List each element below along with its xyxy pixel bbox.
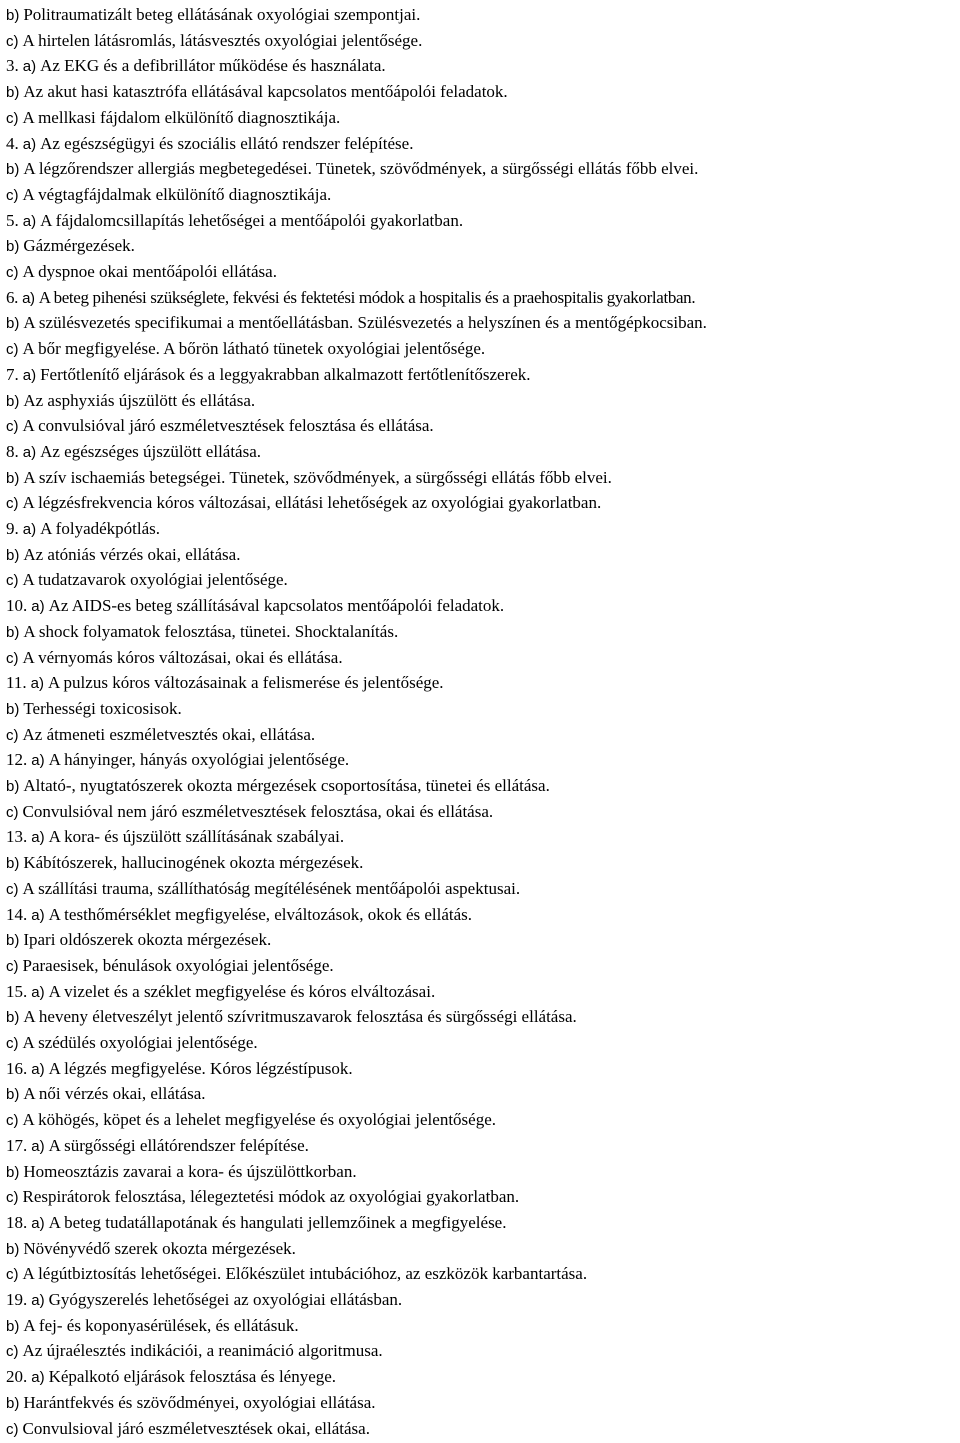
item-letter: a) bbox=[31, 598, 45, 616]
item-letter: b) bbox=[6, 1394, 20, 1412]
list-item bbox=[6, 1236, 296, 1262]
list-item bbox=[6, 1210, 506, 1236]
list-item bbox=[6, 927, 271, 953]
list-item bbox=[6, 182, 331, 208]
list-item bbox=[6, 259, 277, 285]
list-item bbox=[6, 285, 695, 311]
item-text: Respirátorok felosztása, lélegeztetési módok az oxyológiai gyakorlatban. bbox=[22, 1187, 520, 1207]
item-letter: c) bbox=[6, 495, 19, 513]
item-letter: c) bbox=[6, 1343, 19, 1361]
list-item bbox=[6, 1261, 587, 1287]
list-item bbox=[6, 1390, 376, 1416]
item-letter: c) bbox=[6, 1112, 19, 1130]
item-letter: c) bbox=[6, 32, 19, 50]
item-text: A tudatzavarok oxyológiai jelentősége. bbox=[22, 570, 288, 590]
item-letter: b) bbox=[6, 1086, 20, 1104]
item-text: A légútbiztosítás lehetőségei. Előkészület intubációhoz, az eszközök karbantartása. bbox=[22, 1264, 588, 1284]
item-letter: b) bbox=[6, 778, 20, 795]
item-letter: b) bbox=[6, 546, 20, 564]
list-item bbox=[6, 824, 344, 850]
item-text: A szülésvezetés specifikumai a mentőellátásban. Szülésvezetés a helyszínen és a mentőgépkocsiban. bbox=[23, 313, 707, 333]
item-letter: a) bbox=[22, 135, 37, 153]
item-text: A vérnyomás kóros változásai, okai és ellátása. bbox=[22, 647, 343, 667]
item-letter: c) bbox=[6, 1420, 19, 1438]
list-item bbox=[6, 1416, 370, 1442]
list-item bbox=[6, 876, 520, 902]
item-letter: b) bbox=[6, 161, 20, 179]
item-text: Képalkotó eljárások felosztása és lényege. bbox=[48, 1367, 337, 1387]
item-text: Fertőtlenítő eljárások és a leggyakrabban alkalmazott fertőtlenítőszerek. bbox=[40, 364, 531, 384]
item-letter: a) bbox=[22, 366, 37, 384]
item-letter: b) bbox=[6, 1317, 20, 1335]
item-letter: a) bbox=[31, 983, 45, 1001]
list-item bbox=[6, 567, 288, 593]
item-number: 18. bbox=[6, 1212, 28, 1232]
item-text: Az atóniás vérzés okai, ellátása. bbox=[23, 544, 241, 564]
item-letter: b) bbox=[6, 84, 20, 102]
item-text: Gyógyszerelés lehetőségei az oxyológiai ellátásban. bbox=[48, 1290, 403, 1309]
item-letter: c) bbox=[6, 109, 19, 127]
item-letter: b) bbox=[6, 855, 20, 873]
item-letter: a) bbox=[31, 1060, 45, 1078]
item-number: 20. bbox=[6, 1367, 28, 1387]
item-number: 17. bbox=[6, 1135, 28, 1155]
item-text: Az egészséges újszülött ellátása. bbox=[40, 441, 262, 461]
list-item bbox=[6, 953, 334, 979]
item-text: A vizelet és a széklet megfigyelése és kóros elváltozásai. bbox=[48, 981, 436, 1001]
item-letter: c) bbox=[6, 186, 19, 204]
list-item bbox=[6, 362, 531, 388]
item-number: 12. bbox=[6, 750, 28, 770]
item-letter: c) bbox=[6, 264, 19, 281]
item-text: A kora- és újszülött szállításának szabályai. bbox=[48, 827, 345, 847]
item-letter: b) bbox=[6, 1009, 20, 1027]
item-letter: b) bbox=[6, 623, 20, 641]
item-text: Növényvédő szerek okozta mérgezések. bbox=[23, 1238, 296, 1258]
list-item bbox=[6, 490, 601, 516]
item-letter: a) bbox=[31, 1214, 45, 1232]
item-text: Paraesisek, bénulások oxyológiai jelentősége. bbox=[22, 955, 334, 975]
item-number: 4. bbox=[6, 133, 19, 153]
list-item bbox=[6, 979, 435, 1005]
item-letter: a) bbox=[22, 58, 37, 76]
list-item bbox=[6, 902, 472, 928]
item-letter: a) bbox=[31, 1369, 45, 1387]
item-text: A szív ischaemiás betegségei. Tünetek, szövődmények, a sürgősségi ellátás főbb elvei. bbox=[23, 467, 612, 487]
list-item bbox=[6, 1159, 357, 1185]
list-item bbox=[6, 516, 160, 542]
item-text: A bőr megfigyelése. A bőrön látható tünetek oxyológiai jelentősége. bbox=[22, 339, 486, 359]
list-item bbox=[6, 79, 508, 105]
item-number: 13. bbox=[6, 827, 28, 847]
list-item bbox=[6, 465, 612, 491]
item-letter: b) bbox=[6, 238, 20, 256]
item-letter: c) bbox=[6, 418, 19, 436]
item-letter: a) bbox=[22, 521, 37, 538]
item-letter: c) bbox=[6, 957, 19, 975]
list-item bbox=[6, 1364, 336, 1390]
item-text: A légzőrendszer allergiás megbetegedései. Tünetek, szövődmények, a sürgősségi ellátás főbb elvei. bbox=[23, 159, 699, 179]
item-text: A szállítási trauma, szállíthatóság megítélésének mentőápolói aspektusai. bbox=[22, 878, 521, 898]
list-item bbox=[6, 1056, 353, 1082]
item-text: Az egészségügyi és szociális ellátó rendszer felépítése. bbox=[40, 133, 414, 153]
item-text: Az akut hasi katasztrófa ellátásával kapcsolatos mentőápolói feladatok. bbox=[23, 82, 508, 102]
item-number: 10. bbox=[6, 596, 28, 616]
list-item bbox=[6, 850, 363, 876]
item-number: 7. bbox=[6, 364, 19, 384]
list-item bbox=[6, 542, 240, 568]
list-item bbox=[6, 105, 340, 131]
item-number: 8. bbox=[6, 441, 19, 461]
item-text: Gázmérgezések. bbox=[23, 236, 135, 256]
list-item bbox=[6, 1004, 577, 1030]
item-text: A convulsióval járó eszméletvesztések felosztása és ellátása. bbox=[22, 416, 434, 436]
list-item bbox=[6, 747, 349, 773]
item-letter: b) bbox=[6, 932, 20, 950]
item-text: A pulzus kóros változásainak a felismerése és jelentősége. bbox=[47, 673, 444, 693]
item-text: A hirtelen látásromlás, látásvesztés oxyológiai jelentősége. bbox=[22, 30, 423, 50]
list-item bbox=[6, 1030, 258, 1056]
list-item bbox=[6, 336, 485, 362]
item-letter: a) bbox=[30, 675, 44, 693]
list-item bbox=[6, 1184, 519, 1210]
list-item bbox=[6, 388, 255, 414]
list-item bbox=[6, 1313, 299, 1339]
item-text: Convulsioval járó eszméletvesztések okai, ellátása. bbox=[22, 1418, 370, 1438]
item-letter: b) bbox=[6, 1163, 20, 1181]
list-item bbox=[6, 696, 182, 722]
list-item bbox=[6, 722, 315, 748]
item-letter: b) bbox=[6, 315, 20, 333]
item-text: A légzésfrekvencia kóros változásai, ellátási lehetőségek az oxyológiai gyakorlatban. bbox=[22, 493, 602, 513]
item-number: 5. bbox=[6, 210, 19, 230]
item-text: A sürgősségi ellátórendszer felépítése. bbox=[48, 1135, 309, 1155]
list-item bbox=[6, 670, 444, 696]
item-letter: a) bbox=[31, 906, 45, 924]
item-text: Az átmeneti eszméletvesztés okai, ellátása. bbox=[22, 724, 316, 744]
list-item bbox=[6, 208, 463, 234]
list-item bbox=[6, 233, 135, 259]
item-text: A folyadékpótlás. bbox=[40, 519, 161, 538]
item-number: 19. bbox=[6, 1290, 28, 1309]
item-letter: a) bbox=[22, 212, 37, 230]
item-letter: c) bbox=[6, 880, 19, 898]
item-letter: c) bbox=[6, 341, 19, 359]
item-text: Ipari oldószerek okozta mérgezések. bbox=[23, 930, 272, 950]
item-letter: a) bbox=[22, 289, 35, 307]
list-item bbox=[6, 310, 707, 336]
list-item bbox=[6, 1107, 496, 1133]
list-item bbox=[6, 773, 550, 799]
item-text: A szédülés oxyológiai jelentősége. bbox=[22, 1033, 258, 1052]
list-item bbox=[6, 2, 420, 28]
list-item bbox=[6, 1133, 309, 1159]
item-letter: a) bbox=[31, 1137, 45, 1155]
item-number: 14. bbox=[6, 904, 28, 924]
item-text: Az AIDS-es beteg szállításával kapcsolatos mentőápolói feladatok. bbox=[48, 596, 505, 616]
item-text: Politraumatizált beteg ellátásának oxyológiai szempontjai. bbox=[23, 5, 421, 24]
item-text: Convulsióval nem járó eszméletvesztések felosztása, okai és ellátása. bbox=[22, 801, 494, 821]
item-text: A légzés megfigyelése. Kóros légzéstípusok. bbox=[48, 1058, 353, 1078]
list-item bbox=[6, 645, 343, 671]
item-text: A hányinger, hányás oxyológiai jelentősége. bbox=[48, 750, 350, 770]
list-item bbox=[6, 28, 422, 54]
item-letter: c) bbox=[6, 572, 19, 590]
item-text: A fej- és koponyasérülések, és ellátásuk. bbox=[23, 1315, 299, 1335]
item-letter: c) bbox=[6, 1189, 19, 1207]
list-item bbox=[6, 156, 698, 182]
item-text: A mellkasi fájdalom elkülönítő diagnosztikája. bbox=[22, 107, 341, 127]
item-letter: b) bbox=[6, 7, 20, 24]
list-item bbox=[6, 619, 398, 645]
item-text: A dyspnoe okai mentőápolói ellátása. bbox=[22, 262, 277, 281]
item-letter: a) bbox=[31, 829, 45, 847]
item-letter: c) bbox=[6, 726, 19, 744]
item-text: A heveny életveszélyt jelentő szívritmuszavarok felosztása és sürgősségi ellátása. bbox=[23, 1007, 577, 1027]
list-item bbox=[6, 1287, 402, 1313]
item-text: Az asphyxiás újszülött és ellátása. bbox=[23, 390, 256, 410]
list-item bbox=[6, 439, 261, 465]
item-text: A köhögés, köpet és a lehelet megfigyelése és oxyológiai jelentősége. bbox=[22, 1110, 497, 1130]
item-number: 11. bbox=[6, 673, 27, 693]
item-text: Kábítószerek, hallucinogének okozta mérgezések. bbox=[23, 853, 364, 873]
list-item bbox=[6, 799, 493, 825]
item-number: 6. bbox=[6, 287, 19, 307]
item-number: 9. bbox=[6, 519, 19, 538]
item-number: 3. bbox=[6, 56, 19, 76]
item-text: A beteg pihenési szükséglete, fekvési és fektetési módok a hospitalis és a praehospitalis gyakorlatban. bbox=[38, 287, 696, 307]
item-text: Altató-, nyugtatószerek okozta mérgezések csoportosítása, tünetei és ellátása. bbox=[23, 776, 550, 795]
item-text: Terhességi toxicosisok. bbox=[23, 698, 182, 718]
item-text: A testhőmérséklet megfigyelése, elváltozások, okok és ellátás. bbox=[48, 904, 473, 924]
item-text: Harántfekvés és szövődményei, oxyológiai ellátása. bbox=[23, 1392, 376, 1412]
item-number: 16. bbox=[6, 1058, 28, 1078]
item-text: A végtagfájdalmak elkülönítő diagnosztikája. bbox=[22, 184, 332, 204]
item-letter: c) bbox=[6, 1266, 19, 1284]
item-letter: b) bbox=[6, 1240, 20, 1258]
item-letter: c) bbox=[6, 649, 19, 667]
item-text: A fájdalomcsillapítás lehetőségei a mentőápolói gyakorlatban. bbox=[40, 210, 464, 230]
list-item bbox=[6, 413, 434, 439]
item-text: Az újraélesztés indikációi, a reanimáció algoritmusa. bbox=[22, 1341, 383, 1361]
list-item bbox=[6, 131, 413, 157]
list-item bbox=[6, 1081, 206, 1107]
list-item bbox=[6, 593, 504, 619]
item-number: 15. bbox=[6, 981, 28, 1001]
item-letter: b) bbox=[6, 700, 20, 718]
item-text: A beteg tudatállapotának és hangulati jellemzőinek a megfigyelése. bbox=[48, 1212, 507, 1232]
item-letter: a) bbox=[31, 1292, 45, 1309]
item-text: Homeosztázis zavarai a kora- és újszülöttkorban. bbox=[23, 1161, 357, 1181]
list-item bbox=[6, 1338, 383, 1364]
item-letter: b) bbox=[6, 469, 20, 487]
item-letter: b) bbox=[6, 392, 20, 410]
item-text: Az EKG és a defibrillátor működése és használata. bbox=[40, 56, 386, 76]
item-text: A női vérzés okai, ellátása. bbox=[23, 1084, 206, 1104]
item-letter: c) bbox=[6, 803, 19, 821]
item-letter: a) bbox=[22, 443, 37, 461]
item-text: A shock folyamatok felosztása, tünetei. Shocktalanítás. bbox=[23, 621, 399, 641]
item-letter: a) bbox=[31, 752, 45, 770]
list-item bbox=[6, 53, 386, 79]
item-letter: c) bbox=[6, 1035, 19, 1052]
